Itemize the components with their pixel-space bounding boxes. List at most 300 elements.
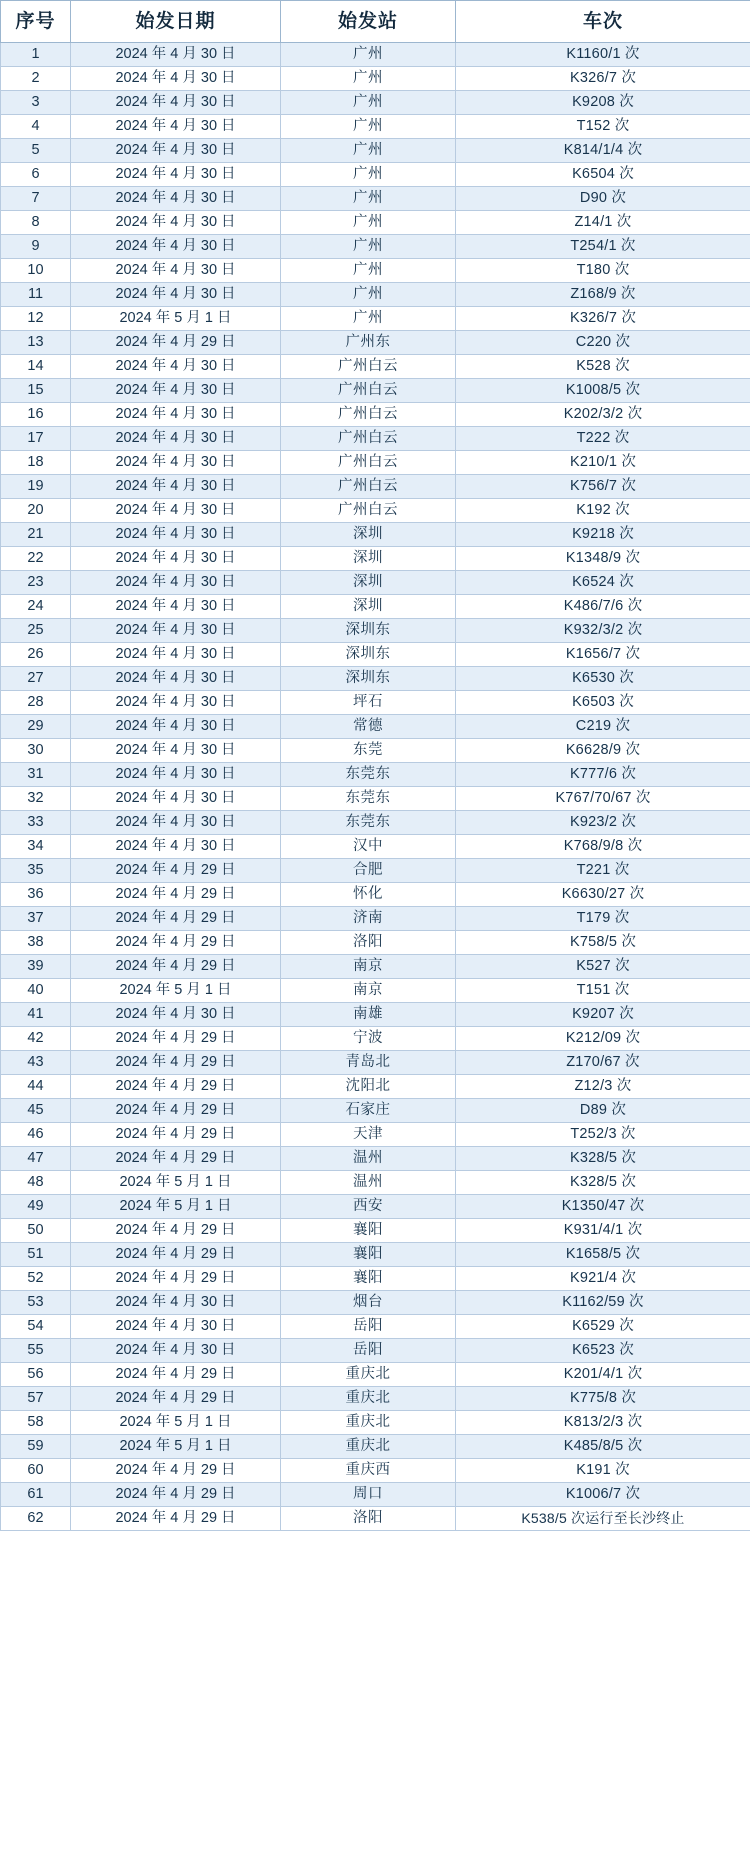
- table-row: [1, 883, 750, 907]
- cell-departure-station: 广州白云: [281, 427, 456, 451]
- cell-train-number: K756/7 次: [456, 475, 750, 499]
- cell-departure-station: 广州: [281, 187, 456, 211]
- cell-index: 33: [1, 811, 71, 835]
- cell-index: 1: [1, 43, 71, 67]
- cell-departure-date: 2024 年 4 月 30 日: [71, 499, 281, 523]
- cell-index: 55: [1, 1339, 71, 1363]
- cell-departure-station: 广州: [281, 91, 456, 115]
- cell-departure-station: 东莞东: [281, 811, 456, 835]
- cell-train-number: K9218 次: [456, 523, 750, 547]
- table-row: [1, 403, 750, 427]
- cell-departure-date: 2024 年 4 月 30 日: [71, 259, 281, 283]
- cell-train-number: T252/3 次: [456, 1123, 750, 1147]
- cell-departure-station: 深圳东: [281, 619, 456, 643]
- cell-index: 38: [1, 931, 71, 955]
- table-row: [1, 547, 750, 571]
- cell-departure-date: 2024 年 4 月 29 日: [71, 907, 281, 931]
- cell-index: 60: [1, 1459, 71, 1483]
- cell-train-number: T179 次: [456, 907, 750, 931]
- cell-departure-station: 天津: [281, 1123, 456, 1147]
- cell-departure-date: 2024 年 4 月 30 日: [71, 355, 281, 379]
- table-row: [1, 1411, 750, 1435]
- cell-train-number: K6628/9 次: [456, 739, 750, 763]
- cell-train-number: C220 次: [456, 331, 750, 355]
- cell-train-number: K6504 次: [456, 163, 750, 187]
- cell-index: 17: [1, 427, 71, 451]
- cell-train-number: Z14/1 次: [456, 211, 750, 235]
- cell-departure-date: 2024 年 4 月 30 日: [71, 811, 281, 835]
- cell-index: 62: [1, 1507, 71, 1531]
- cell-train-number: K931/4/1 次: [456, 1219, 750, 1243]
- cell-departure-station: 深圳: [281, 547, 456, 571]
- cell-departure-date: 2024 年 4 月 30 日: [71, 1339, 281, 1363]
- cell-index: 9: [1, 235, 71, 259]
- cell-departure-date: 2024 年 4 月 29 日: [71, 1027, 281, 1051]
- cell-departure-date: 2024 年 5 月 1 日: [71, 1171, 281, 1195]
- table-row: [1, 763, 750, 787]
- cell-departure-station: 襄阳: [281, 1243, 456, 1267]
- cell-train-number: K6630/27 次: [456, 883, 750, 907]
- cell-train-number: C219 次: [456, 715, 750, 739]
- table-row: [1, 259, 750, 283]
- table-row: [1, 907, 750, 931]
- cell-train-number: K6529 次: [456, 1315, 750, 1339]
- cell-departure-station: 广州: [281, 211, 456, 235]
- cell-departure-station: 重庆北: [281, 1387, 456, 1411]
- cell-index: 50: [1, 1219, 71, 1243]
- cell-index: 30: [1, 739, 71, 763]
- cell-train-number: T221 次: [456, 859, 750, 883]
- cell-departure-station: 西安: [281, 1195, 456, 1219]
- cell-departure-date: 2024 年 4 月 30 日: [71, 787, 281, 811]
- cell-departure-station: 青岛北: [281, 1051, 456, 1075]
- cell-departure-station: 重庆北: [281, 1363, 456, 1387]
- cell-departure-date: 2024 年 4 月 30 日: [71, 595, 281, 619]
- cell-index: 21: [1, 523, 71, 547]
- cell-index: 3: [1, 91, 71, 115]
- cell-departure-date: 2024 年 4 月 29 日: [71, 1363, 281, 1387]
- cell-train-number: K813/2/3 次: [456, 1411, 750, 1435]
- cell-departure-station: 广州白云: [281, 451, 456, 475]
- cell-index: 11: [1, 283, 71, 307]
- cell-departure-date: 2024 年 4 月 30 日: [71, 235, 281, 259]
- cell-departure-date: 2024 年 4 月 29 日: [71, 883, 281, 907]
- cell-train-number: K485/8/5 次: [456, 1435, 750, 1459]
- table-row: [1, 1483, 750, 1507]
- cell-index: 45: [1, 1099, 71, 1123]
- cell-train-number: K767/70/67 次: [456, 787, 750, 811]
- cell-departure-station: 广州白云: [281, 403, 456, 427]
- cell-departure-date: 2024 年 4 月 30 日: [71, 1315, 281, 1339]
- cell-index: 43: [1, 1051, 71, 1075]
- cell-departure-station: 广州: [281, 43, 456, 67]
- table-row: [1, 331, 750, 355]
- cell-index: 16: [1, 403, 71, 427]
- cell-departure-date: 2024 年 4 月 29 日: [71, 1219, 281, 1243]
- cell-index: 10: [1, 259, 71, 283]
- cell-departure-date: 2024 年 4 月 30 日: [71, 835, 281, 859]
- table-row: [1, 1339, 750, 1363]
- cell-departure-date: 2024 年 4 月 30 日: [71, 643, 281, 667]
- cell-departure-date: 2024 年 4 月 29 日: [71, 1459, 281, 1483]
- cell-index: 32: [1, 787, 71, 811]
- cell-train-number: K768/9/8 次: [456, 835, 750, 859]
- cell-train-number: K1008/5 次: [456, 379, 750, 403]
- cell-departure-date: 2024 年 4 月 30 日: [71, 283, 281, 307]
- cell-train-number: K777/6 次: [456, 763, 750, 787]
- cell-index: 5: [1, 139, 71, 163]
- cell-index: 23: [1, 571, 71, 595]
- cell-train-number: Z168/9 次: [456, 283, 750, 307]
- cell-departure-date: 2024 年 5 月 1 日: [71, 1195, 281, 1219]
- cell-departure-date: 2024 年 4 月 30 日: [71, 619, 281, 643]
- cell-train-number: D89 次: [456, 1099, 750, 1123]
- table-row: [1, 1267, 750, 1291]
- cell-index: 39: [1, 955, 71, 979]
- table-row: [1, 1195, 750, 1219]
- cell-departure-date: 2024 年 4 月 29 日: [71, 1507, 281, 1531]
- table-row: [1, 475, 750, 499]
- cell-departure-date: 2024 年 4 月 29 日: [71, 1147, 281, 1171]
- cell-train-number: K1348/9 次: [456, 547, 750, 571]
- cell-index: 56: [1, 1363, 71, 1387]
- cell-train-number: K1162/59 次: [456, 1291, 750, 1315]
- table-row: [1, 1099, 750, 1123]
- cell-departure-station: 烟台: [281, 1291, 456, 1315]
- cell-index: 19: [1, 475, 71, 499]
- cell-departure-station: 南京: [281, 979, 456, 1003]
- cell-index: 57: [1, 1387, 71, 1411]
- cell-departure-date: 2024 年 4 月 30 日: [71, 691, 281, 715]
- table-row: [1, 163, 750, 187]
- cell-index: 4: [1, 115, 71, 139]
- table-row: [1, 91, 750, 115]
- cell-departure-station: 广州白云: [281, 499, 456, 523]
- cell-index: 44: [1, 1075, 71, 1099]
- cell-departure-station: 广州: [281, 115, 456, 139]
- table-row: [1, 139, 750, 163]
- cell-train-number: T222 次: [456, 427, 750, 451]
- cell-departure-date: 2024 年 4 月 29 日: [71, 1123, 281, 1147]
- cell-departure-station: 沈阳北: [281, 1075, 456, 1099]
- table-row: [1, 1315, 750, 1339]
- table-row: [1, 211, 750, 235]
- table-row: [1, 1219, 750, 1243]
- cell-departure-station: 重庆西: [281, 1459, 456, 1483]
- cell-departure-station: 襄阳: [281, 1267, 456, 1291]
- cell-departure-date: 2024 年 4 月 30 日: [71, 1291, 281, 1315]
- cell-departure-date: 2024 年 5 月 1 日: [71, 1411, 281, 1435]
- table-row: [1, 571, 750, 595]
- table-row: [1, 187, 750, 211]
- cell-index: 26: [1, 643, 71, 667]
- cell-departure-station: 深圳: [281, 523, 456, 547]
- cell-departure-station: 广州: [281, 235, 456, 259]
- cell-departure-date: 2024 年 4 月 30 日: [71, 43, 281, 67]
- cell-train-number: K923/2 次: [456, 811, 750, 835]
- column-header-train-number: 车次: [456, 1, 750, 43]
- table-row: [1, 1147, 750, 1171]
- cell-departure-date: 2024 年 4 月 30 日: [71, 403, 281, 427]
- cell-train-number: K6523 次: [456, 1339, 750, 1363]
- table-row: [1, 739, 750, 763]
- table-row: [1, 499, 750, 523]
- cell-departure-date: 2024 年 4 月 29 日: [71, 859, 281, 883]
- table-row: [1, 355, 750, 379]
- cell-index: 25: [1, 619, 71, 643]
- cell-index: 29: [1, 715, 71, 739]
- cell-departure-date: 2024 年 4 月 30 日: [71, 115, 281, 139]
- column-header-index: 序号: [1, 1, 71, 43]
- cell-departure-station: 岳阳: [281, 1315, 456, 1339]
- cell-departure-date: 2024 年 4 月 30 日: [71, 187, 281, 211]
- table-row: [1, 1027, 750, 1051]
- cell-train-number: Z12/3 次: [456, 1075, 750, 1099]
- cell-index: 35: [1, 859, 71, 883]
- cell-index: 37: [1, 907, 71, 931]
- cell-index: 14: [1, 355, 71, 379]
- cell-index: 8: [1, 211, 71, 235]
- cell-index: 46: [1, 1123, 71, 1147]
- cell-departure-station: 南雄: [281, 1003, 456, 1027]
- cell-index: 20: [1, 499, 71, 523]
- cell-index: 31: [1, 763, 71, 787]
- cell-index: 24: [1, 595, 71, 619]
- cell-index: 49: [1, 1195, 71, 1219]
- table-row: [1, 307, 750, 331]
- cell-departure-station: 广州白云: [281, 355, 456, 379]
- cell-departure-station: 东莞: [281, 739, 456, 763]
- cell-departure-station: 广州东: [281, 331, 456, 355]
- table-row: [1, 835, 750, 859]
- cell-train-number: K6524 次: [456, 571, 750, 595]
- cell-departure-station: 广州: [281, 283, 456, 307]
- cell-train-number: K212/09 次: [456, 1027, 750, 1051]
- cell-departure-date: 2024 年 4 月 29 日: [71, 1075, 281, 1099]
- cell-train-number: K921/4 次: [456, 1267, 750, 1291]
- cell-departure-date: 2024 年 4 月 30 日: [71, 163, 281, 187]
- cell-index: 51: [1, 1243, 71, 1267]
- cell-departure-station: 广州: [281, 307, 456, 331]
- table-body: [1, 43, 750, 1531]
- cell-departure-station: 深圳: [281, 571, 456, 595]
- cell-index: 28: [1, 691, 71, 715]
- cell-index: 41: [1, 1003, 71, 1027]
- cell-departure-station: 坪石: [281, 691, 456, 715]
- table-row: [1, 811, 750, 835]
- cell-train-number: K1656/7 次: [456, 643, 750, 667]
- table-header-row: [1, 1, 750, 43]
- cell-train-number: K538/5 次运行至长沙终止: [456, 1507, 750, 1531]
- cell-train-number: K1350/47 次: [456, 1195, 750, 1219]
- table-row: [1, 379, 750, 403]
- cell-index: 15: [1, 379, 71, 403]
- cell-train-number: K527 次: [456, 955, 750, 979]
- cell-departure-station: 怀化: [281, 883, 456, 907]
- cell-index: 59: [1, 1435, 71, 1459]
- table-row: [1, 1459, 750, 1483]
- table-row: [1, 1243, 750, 1267]
- cell-departure-date: 2024 年 4 月 30 日: [71, 427, 281, 451]
- table-row: [1, 931, 750, 955]
- table-row: [1, 427, 750, 451]
- cell-train-number: K528 次: [456, 355, 750, 379]
- cell-train-number: K326/7 次: [456, 307, 750, 331]
- cell-departure-date: 2024 年 4 月 29 日: [71, 1483, 281, 1507]
- cell-departure-date: 2024 年 4 月 30 日: [71, 571, 281, 595]
- cell-train-number: K1658/5 次: [456, 1243, 750, 1267]
- cell-train-number: K328/5 次: [456, 1147, 750, 1171]
- cell-index: 42: [1, 1027, 71, 1051]
- table-row: [1, 1123, 750, 1147]
- cell-departure-date: 2024 年 4 月 30 日: [71, 67, 281, 91]
- table-row: [1, 523, 750, 547]
- cell-train-number: K758/5 次: [456, 931, 750, 955]
- cell-departure-station: 温州: [281, 1147, 456, 1171]
- cell-departure-date: 2024 年 4 月 30 日: [71, 211, 281, 235]
- table-row: [1, 283, 750, 307]
- table-row: [1, 1363, 750, 1387]
- cell-index: 58: [1, 1411, 71, 1435]
- cell-departure-station: 广州: [281, 139, 456, 163]
- table-row: [1, 787, 750, 811]
- cell-index: 54: [1, 1315, 71, 1339]
- cell-train-number: K486/7/6 次: [456, 595, 750, 619]
- cell-index: 6: [1, 163, 71, 187]
- cell-departure-station: 重庆北: [281, 1435, 456, 1459]
- cell-departure-station: 洛阳: [281, 1507, 456, 1531]
- table-row: [1, 715, 750, 739]
- cell-train-number: K328/5 次: [456, 1171, 750, 1195]
- table-row: [1, 1051, 750, 1075]
- table-row: [1, 643, 750, 667]
- table-row: [1, 1171, 750, 1195]
- column-header-departure-station: 始发站: [281, 1, 456, 43]
- cell-index: 13: [1, 331, 71, 355]
- cell-departure-date: 2024 年 5 月 1 日: [71, 1435, 281, 1459]
- column-header-departure-date: 始发日期: [71, 1, 281, 43]
- cell-train-number: K202/3/2 次: [456, 403, 750, 427]
- cell-departure-station: 合肥: [281, 859, 456, 883]
- table-row: [1, 451, 750, 475]
- table-row: [1, 1387, 750, 1411]
- cell-index: 34: [1, 835, 71, 859]
- cell-departure-date: 2024 年 4 月 30 日: [71, 1003, 281, 1027]
- cell-train-number: K9207 次: [456, 1003, 750, 1027]
- cell-departure-date: 2024 年 4 月 30 日: [71, 523, 281, 547]
- cell-departure-station: 深圳东: [281, 667, 456, 691]
- cell-departure-station: 洛阳: [281, 931, 456, 955]
- cell-departure-station: 汉中: [281, 835, 456, 859]
- cell-train-number: T151 次: [456, 979, 750, 1003]
- cell-train-number: K1006/7 次: [456, 1483, 750, 1507]
- cell-departure-station: 石家庄: [281, 1099, 456, 1123]
- cell-departure-station: 常德: [281, 715, 456, 739]
- cell-departure-station: 周口: [281, 1483, 456, 1507]
- table-row: [1, 595, 750, 619]
- table-row: [1, 115, 750, 139]
- cell-departure-date: 2024 年 4 月 29 日: [71, 1099, 281, 1123]
- cell-index: 27: [1, 667, 71, 691]
- cell-train-number: T180 次: [456, 259, 750, 283]
- cell-train-number: K210/1 次: [456, 451, 750, 475]
- cell-departure-station: 东莞东: [281, 787, 456, 811]
- table-row: [1, 1507, 750, 1531]
- cell-train-number: K814/1/4 次: [456, 139, 750, 163]
- cell-departure-station: 东莞东: [281, 763, 456, 787]
- cell-train-number: K9208 次: [456, 91, 750, 115]
- cell-departure-date: 2024 年 4 月 29 日: [71, 955, 281, 979]
- cell-train-number: D90 次: [456, 187, 750, 211]
- cell-departure-date: 2024 年 4 月 29 日: [71, 1051, 281, 1075]
- table-row: [1, 1003, 750, 1027]
- cell-index: 61: [1, 1483, 71, 1507]
- cell-departure-station: 南京: [281, 955, 456, 979]
- table-row: [1, 691, 750, 715]
- cell-departure-date: 2024 年 4 月 30 日: [71, 667, 281, 691]
- cell-departure-date: 2024 年 4 月 29 日: [71, 1243, 281, 1267]
- cell-departure-date: 2024 年 4 月 30 日: [71, 715, 281, 739]
- cell-departure-date: 2024 年 4 月 30 日: [71, 379, 281, 403]
- cell-departure-date: 2024 年 4 月 30 日: [71, 451, 281, 475]
- cell-train-number: K6530 次: [456, 667, 750, 691]
- cell-departure-station: 温州: [281, 1171, 456, 1195]
- table-row: [1, 619, 750, 643]
- cell-departure-station: 宁波: [281, 1027, 456, 1051]
- cell-index: 52: [1, 1267, 71, 1291]
- cell-train-number: K932/3/2 次: [456, 619, 750, 643]
- table-row: [1, 43, 750, 67]
- table-header: [1, 1, 750, 43]
- table-row: [1, 1435, 750, 1459]
- cell-departure-station: 广州白云: [281, 475, 456, 499]
- cell-departure-date: 2024 年 4 月 30 日: [71, 139, 281, 163]
- cell-index: 2: [1, 67, 71, 91]
- cell-train-number: Z170/67 次: [456, 1051, 750, 1075]
- cell-departure-date: 2024 年 4 月 30 日: [71, 763, 281, 787]
- cell-train-number: K191 次: [456, 1459, 750, 1483]
- cell-train-number: T152 次: [456, 115, 750, 139]
- table-row: [1, 859, 750, 883]
- cell-departure-date: 2024 年 4 月 29 日: [71, 931, 281, 955]
- table-row: [1, 1075, 750, 1099]
- cell-departure-station: 广州白云: [281, 379, 456, 403]
- cell-train-number: K326/7 次: [456, 67, 750, 91]
- cell-departure-date: 2024 年 4 月 30 日: [71, 91, 281, 115]
- cell-departure-date: 2024 年 4 月 29 日: [71, 1267, 281, 1291]
- cell-index: 36: [1, 883, 71, 907]
- cell-index: 12: [1, 307, 71, 331]
- cell-train-number: K775/8 次: [456, 1387, 750, 1411]
- cell-departure-date: 2024 年 4 月 30 日: [71, 547, 281, 571]
- cell-index: 53: [1, 1291, 71, 1315]
- cell-departure-date: 2024 年 4 月 29 日: [71, 1387, 281, 1411]
- table-row: [1, 1291, 750, 1315]
- cell-departure-station: 深圳东: [281, 643, 456, 667]
- cell-train-number: T254/1 次: [456, 235, 750, 259]
- cell-departure-station: 重庆北: [281, 1411, 456, 1435]
- cell-train-number: K201/4/1 次: [456, 1363, 750, 1387]
- cell-departure-station: 济南: [281, 907, 456, 931]
- cell-departure-station: 襄阳: [281, 1219, 456, 1243]
- cell-train-number: K6503 次: [456, 691, 750, 715]
- cell-departure-date: 2024 年 5 月 1 日: [71, 979, 281, 1003]
- cell-index: 18: [1, 451, 71, 475]
- table-row: [1, 979, 750, 1003]
- cell-train-number: K192 次: [456, 499, 750, 523]
- cell-index: 40: [1, 979, 71, 1003]
- cell-departure-station: 广州: [281, 259, 456, 283]
